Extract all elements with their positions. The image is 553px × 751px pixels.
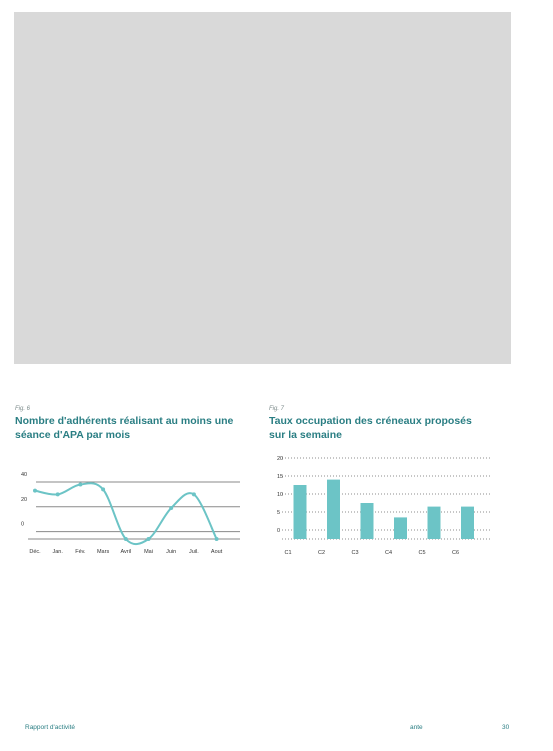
x-tick-label: C3 [351,550,359,556]
y-tick-label: 0 [277,528,281,534]
photo-placeholder [14,12,511,364]
x-tick-label: Juin [166,549,177,555]
data-point [124,537,128,541]
bar [327,480,340,539]
line-chart-adherents [0,460,260,564]
data-point [147,537,151,541]
figure-7-label: Fig. 7 [269,406,285,412]
y-tick-label: 0 [21,521,25,528]
y-tick-label: 20 [277,456,284,462]
data-point [33,489,37,493]
data-point [56,492,60,496]
y-tick-label: 5 [277,510,281,516]
bar [428,507,441,539]
x-tick-label: Déc. [29,549,41,555]
x-tick-label: C6 [451,550,460,556]
data-point [101,487,105,491]
figure-6-label: Fig. 6 [15,406,31,412]
data-point [215,537,219,541]
x-tick-label: Jan. [52,549,63,555]
y-tick-label: 20 [21,496,28,503]
figure-7-title: Taux occupation des créneaux proposés sur la semaine [269,415,472,441]
data-point [192,492,196,496]
y-tick-label: 15 [277,474,284,480]
data-point [169,506,173,510]
footer-center-text: ante [410,724,423,731]
x-tick-label: Avril [120,549,132,555]
data-point [78,482,82,486]
x-tick-label: C4 [384,550,393,556]
x-tick-label: Mai [144,549,153,555]
bar [361,503,374,539]
x-tick-label: C1 [284,550,292,556]
x-tick-label: Mars [96,549,110,555]
figure-6-title: Nombre d'adhérents réalisant au moins une séance d'APA par mois [15,415,234,441]
x-tick-label: Fév. [75,549,86,555]
y-tick-label: 10 [277,492,284,498]
series-line [35,483,217,544]
x-tick-label: Aout [210,549,223,555]
x-tick-label: Juil. [189,549,199,555]
bar [461,507,474,539]
x-tick-label: C2 [317,550,326,556]
footer-page-number: 30 [502,724,510,731]
x-tick-label: C5 [418,550,426,556]
bar-chart-occupation [260,448,500,560]
footer-report-title: Rapport d'activité [25,724,76,731]
bar [294,485,307,539]
bar [394,517,407,539]
y-tick-label: 40 [21,472,28,478]
